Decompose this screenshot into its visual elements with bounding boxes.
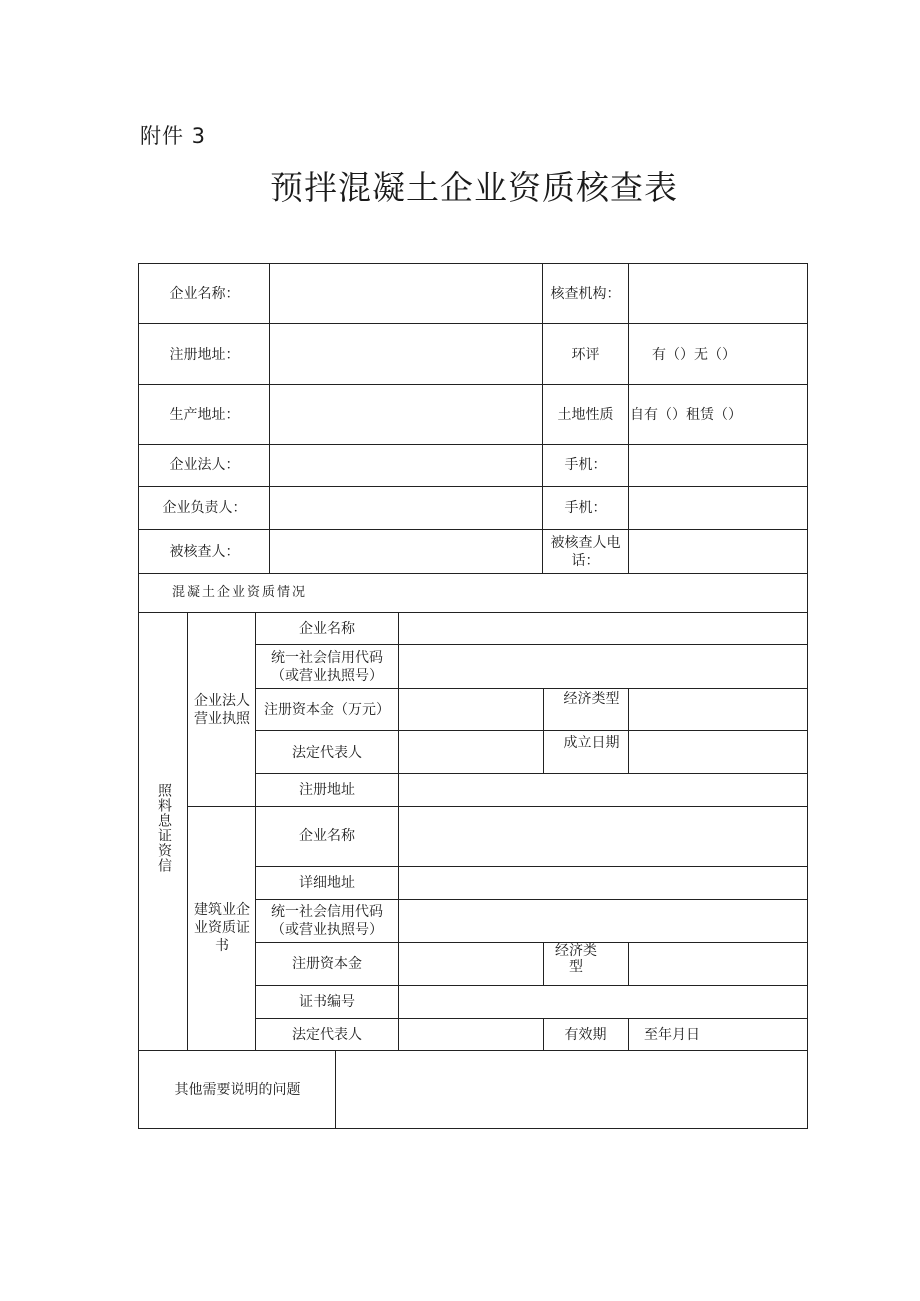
env-assessment-label: 环评 [571, 347, 600, 363]
row-divider [138, 323, 808, 324]
construction-validity-value: 至年月日 [644, 1027, 700, 1043]
row-divider [255, 866, 808, 867]
construction-detail-address-label: 详细地址 [299, 875, 355, 891]
column-divider [269, 263, 270, 573]
production-address-label: 生产地址： [169, 407, 240, 423]
column-divider [628, 942, 629, 985]
construction-cert-number-label: 证书编号 [299, 994, 355, 1010]
inspected-phone-label: 被核查人电话： [550, 534, 621, 569]
page-title: 预拌混凝土企业资质核查表 [270, 168, 678, 207]
column-divider [398, 612, 399, 1050]
license-name-label: 企业名称 [299, 621, 355, 637]
table-border-left [138, 263, 139, 1129]
row-divider [138, 1050, 808, 1051]
column-divider [335, 1050, 336, 1128]
responsible-phone-label: 手机： [564, 500, 607, 516]
land-nature-options: 自有（）租赁（） [630, 407, 742, 423]
license-capital-label: 注册资本金（万元） [264, 702, 390, 718]
legal-person-label: 企业法人： [169, 457, 240, 473]
table-border-right [807, 263, 808, 1129]
row-divider [138, 529, 808, 530]
table-border-top [138, 263, 808, 264]
section-title: 混凝土企业资质情况 [172, 585, 308, 600]
inspection-org-label: 核查机构： [550, 286, 621, 302]
row-divider [255, 773, 808, 774]
column-divider [628, 1018, 629, 1050]
construction-capital-label: 注册资本金 [292, 956, 362, 972]
env-assessment-options: 有（）无（） [652, 347, 736, 363]
license-credit-code-label: 统一社会信用代码（或营业执照号） [271, 649, 383, 684]
legal-person-phone-label: 手机： [564, 457, 607, 473]
row-divider [255, 985, 808, 986]
table-border-bottom [138, 1128, 808, 1129]
row-divider [138, 444, 808, 445]
attachment-label: 附件 3 [140, 124, 207, 148]
row-divider [138, 573, 808, 574]
construction-group-label: 建筑业企业资质证书 [194, 902, 250, 954]
responsible-person-label: 企业负责人： [162, 500, 247, 516]
company-name-label: 企业名称： [169, 286, 240, 302]
column-divider [187, 612, 188, 1050]
row-divider [255, 1018, 808, 1019]
construction-credit-code-label: 统一社会信用代码（或营业执照号） [271, 904, 383, 938]
construction-econ-type-label: 经济类型 [555, 943, 597, 975]
row-divider [138, 486, 808, 487]
column-divider [543, 942, 544, 985]
other-issues-label: 其他需要说明的问题 [174, 1082, 301, 1098]
license-group-label: 企业法人营业执照 [194, 693, 250, 727]
cert-side-label: 照料息证资信 [156, 783, 172, 873]
row-divider [255, 688, 808, 689]
row-divider [255, 942, 808, 943]
row-divider [138, 612, 808, 613]
construction-legal-rep-label: 法定代表人 [292, 1027, 362, 1043]
license-address-label: 注册地址 [299, 782, 355, 798]
land-nature-label: 土地性质 [557, 407, 614, 423]
construction-name-label: 企业名称 [299, 828, 355, 844]
inspected-person-label: 被核查人： [169, 544, 240, 560]
row-divider [138, 384, 808, 385]
construction-validity-label: 有效期 [564, 1027, 607, 1043]
row-divider [187, 806, 808, 807]
row-divider [255, 730, 808, 731]
license-econ-type-label: 经济类型 [563, 691, 620, 707]
reg-address-label: 注册地址： [169, 347, 240, 363]
column-divider [628, 263, 629, 573]
license-found-date-label: 成立日期 [563, 735, 620, 751]
license-legal-rep-label: 法定代表人 [292, 745, 362, 761]
